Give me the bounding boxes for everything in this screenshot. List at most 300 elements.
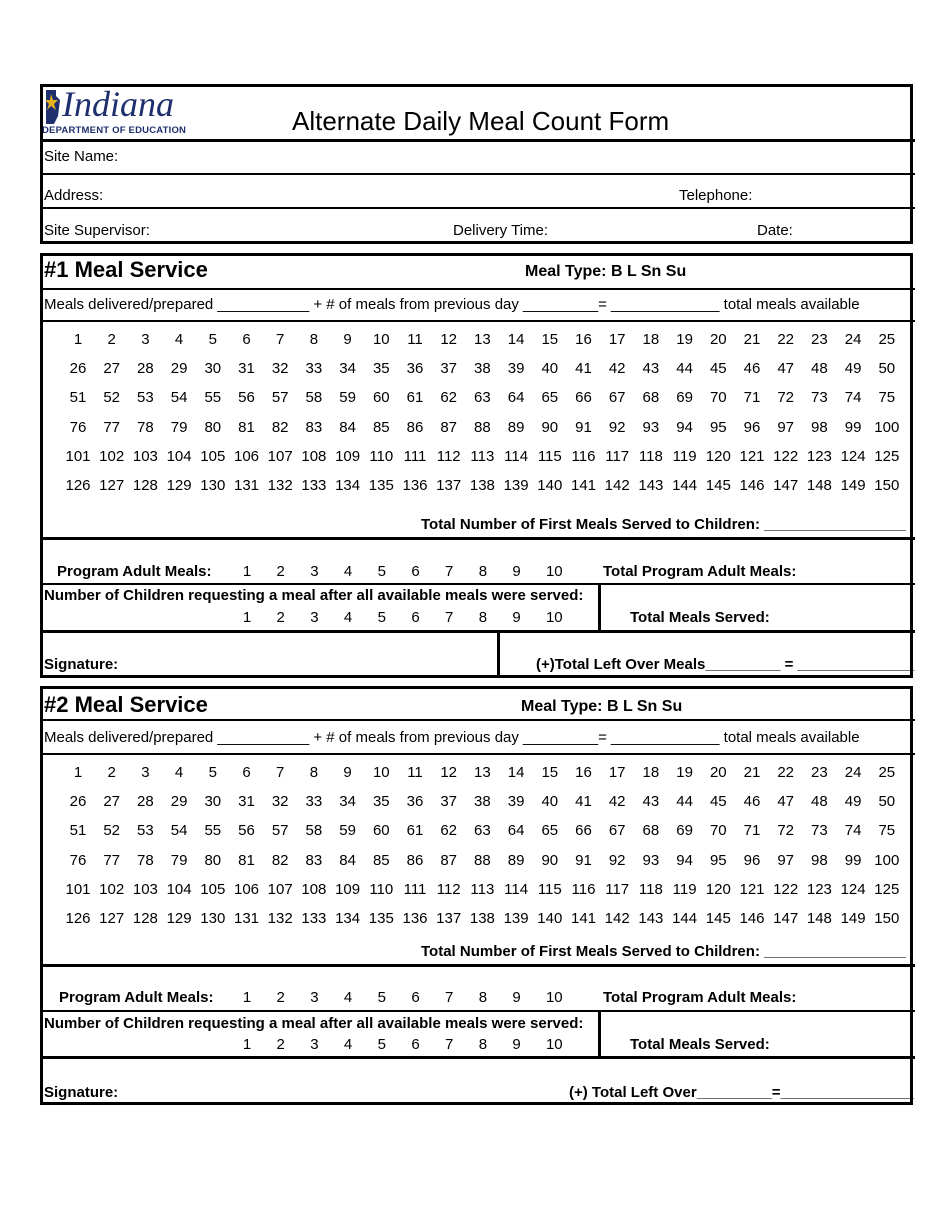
count-number[interactable]: 2 xyxy=(107,331,116,348)
count-number[interactable]: 30 xyxy=(204,360,222,378)
count-number[interactable]: 108 xyxy=(301,880,327,898)
count-number[interactable]: 146 xyxy=(739,477,765,494)
count-number[interactable]: 112 xyxy=(436,880,461,898)
total-program-adult-meals[interactable]: Total Program Adult Meals: xyxy=(603,989,797,1006)
count-number[interactable]: 9 xyxy=(343,764,352,781)
count-number[interactable]: 8 xyxy=(309,331,319,348)
count-number[interactable]: 11 xyxy=(407,764,423,781)
count-number[interactable]: 43 xyxy=(642,793,660,811)
count-number[interactable]: 47 xyxy=(777,360,795,378)
count-number[interactable]: 148 xyxy=(806,477,832,494)
address-field[interactable]: Address: xyxy=(44,187,104,204)
count-number[interactable]: 56 xyxy=(238,389,255,407)
count-number[interactable]: 141 xyxy=(570,477,597,494)
count-number[interactable]: 81 xyxy=(238,851,255,869)
count-number[interactable]: 28 xyxy=(137,793,154,811)
count-number[interactable]: 67 xyxy=(608,389,626,407)
count-number[interactable]: 142 xyxy=(604,910,630,927)
count-number[interactable]: 86 xyxy=(406,418,424,436)
count-number[interactable]: 14 xyxy=(507,764,525,781)
small-count-number[interactable]: 6 xyxy=(411,609,420,626)
count-number[interactable]: 26 xyxy=(69,793,87,811)
count-number[interactable]: 125 xyxy=(874,880,900,898)
count-number[interactable]: 71 xyxy=(743,822,761,840)
count-number[interactable]: 41 xyxy=(575,360,592,378)
count-number[interactable]: 115 xyxy=(537,880,562,898)
count-number[interactable]: 127 xyxy=(99,910,125,927)
count-number[interactable]: 66 xyxy=(575,822,592,840)
count-number[interactable]: 140 xyxy=(537,477,563,494)
count-number[interactable]: 13 xyxy=(474,764,491,781)
count-number[interactable]: 130 xyxy=(200,910,226,927)
count-number[interactable]: 10 xyxy=(372,331,390,348)
count-number[interactable]: 69 xyxy=(676,389,693,407)
small-count-number[interactable]: 9 xyxy=(512,1036,521,1053)
count-number[interactable]: 64 xyxy=(507,389,525,407)
count-number[interactable]: 51 xyxy=(69,822,87,840)
count-number[interactable]: 89 xyxy=(507,418,525,436)
count-number[interactable]: 96 xyxy=(743,418,761,436)
count-number[interactable]: 89 xyxy=(507,851,525,869)
count-number[interactable]: 106 xyxy=(233,880,260,898)
count-number[interactable]: 32 xyxy=(271,793,289,811)
count-number[interactable]: 130 xyxy=(200,477,226,494)
count-number[interactable]: 18 xyxy=(642,331,660,348)
count-number[interactable]: 73 xyxy=(811,389,828,407)
small-count-number[interactable]: 3 xyxy=(310,609,319,626)
count-number[interactable]: 127 xyxy=(99,477,125,494)
small-count-number[interactable]: 9 xyxy=(512,989,521,1006)
count-number[interactable]: 83 xyxy=(305,851,323,869)
count-number[interactable]: 19 xyxy=(676,331,693,348)
count-number[interactable]: 59 xyxy=(339,389,356,407)
count-number[interactable]: 43 xyxy=(642,360,660,378)
count-number[interactable]: 4 xyxy=(174,764,184,781)
count-number[interactable]: 83 xyxy=(305,418,323,436)
count-number[interactable]: 90 xyxy=(541,418,559,436)
telephone-field[interactable]: Telephone: xyxy=(679,187,753,204)
count-number[interactable]: 88 xyxy=(474,418,491,436)
count-number[interactable]: 48 xyxy=(811,793,828,811)
small-count-number[interactable]: 3 xyxy=(310,563,319,580)
signature-field[interactable]: Signature: xyxy=(44,1084,119,1101)
count-number[interactable]: 35 xyxy=(372,360,390,378)
count-number[interactable]: 119 xyxy=(672,880,697,898)
count-number[interactable]: 72 xyxy=(777,389,795,407)
count-number[interactable]: 20 xyxy=(709,764,727,781)
count-number[interactable]: 12 xyxy=(440,764,458,781)
count-number[interactable]: 87 xyxy=(440,851,458,869)
count-number[interactable]: 150 xyxy=(874,477,900,494)
count-number[interactable]: 28 xyxy=(137,360,154,378)
count-number[interactable]: 21 xyxy=(743,764,761,781)
total-program-adult-meals[interactable]: Total Program Adult Meals: xyxy=(603,563,797,580)
count-number[interactable]: 121 xyxy=(739,447,765,465)
count-number[interactable]: 87 xyxy=(440,418,458,436)
count-number[interactable]: 146 xyxy=(739,910,765,927)
count-number[interactable]: 144 xyxy=(672,477,698,494)
count-number[interactable]: 82 xyxy=(271,851,289,869)
total-left-over[interactable]: (+)Total Left Over Meals_________ = ______________ xyxy=(536,656,915,673)
count-number[interactable]: 92 xyxy=(608,851,626,869)
count-number[interactable]: 106 xyxy=(233,447,260,465)
small-count-number[interactable]: 8 xyxy=(478,1036,488,1053)
count-number[interactable]: 96 xyxy=(743,851,761,869)
count-number[interactable]: 29 xyxy=(170,793,188,811)
count-number[interactable]: 94 xyxy=(676,851,693,869)
count-number[interactable]: 136 xyxy=(402,477,428,494)
count-number[interactable]: 107 xyxy=(267,880,293,898)
small-count-number[interactable]: 10 xyxy=(545,1036,563,1053)
count-number[interactable]: 58 xyxy=(305,822,323,840)
total-left-over[interactable]: (+) Total Left Over_________=________________ xyxy=(569,1084,914,1101)
count-number[interactable]: 139 xyxy=(503,910,529,927)
site-name-field[interactable]: Site Name: xyxy=(44,148,119,165)
count-number[interactable]: 149 xyxy=(840,910,866,927)
count-number[interactable]: 30 xyxy=(204,793,222,811)
count-number[interactable]: 77 xyxy=(103,851,121,869)
count-number[interactable]: 116 xyxy=(571,447,596,465)
count-number[interactable]: 137 xyxy=(436,910,462,927)
count-number[interactable]: 129 xyxy=(166,910,192,927)
count-number[interactable]: 90 xyxy=(541,851,559,869)
count-number[interactable]: 14 xyxy=(507,331,525,348)
count-number[interactable]: 99 xyxy=(844,851,862,869)
count-number[interactable]: 74 xyxy=(844,822,862,840)
count-number[interactable]: 117 xyxy=(605,447,630,465)
count-number[interactable]: 8 xyxy=(309,764,319,781)
count-number[interactable]: 16 xyxy=(575,331,592,348)
count-number[interactable]: 62 xyxy=(440,389,458,407)
count-number[interactable]: 135 xyxy=(368,910,394,927)
count-number[interactable]: 50 xyxy=(878,360,896,378)
count-number[interactable]: 20 xyxy=(709,331,727,348)
count-number[interactable]: 6 xyxy=(242,764,251,781)
count-number[interactable]: 23 xyxy=(811,331,828,348)
count-number[interactable]: 75 xyxy=(878,389,896,407)
count-number[interactable]: 149 xyxy=(840,477,866,494)
count-number[interactable]: 124 xyxy=(840,447,866,465)
count-number[interactable]: 115 xyxy=(537,447,562,465)
count-number[interactable]: 104 xyxy=(166,447,192,465)
count-number[interactable]: 138 xyxy=(469,910,495,927)
small-count-number[interactable]: 8 xyxy=(478,563,488,580)
count-number[interactable]: 119 xyxy=(672,447,697,465)
count-number[interactable]: 142 xyxy=(604,477,630,494)
small-count-number[interactable]: 6 xyxy=(411,1036,420,1053)
count-number[interactable]: 128 xyxy=(132,910,158,927)
count-number[interactable]: 68 xyxy=(642,822,660,840)
count-number[interactable]: 145 xyxy=(705,910,731,927)
small-count-number[interactable]: 5 xyxy=(377,1036,386,1053)
count-number[interactable]: 65 xyxy=(541,389,559,407)
count-number[interactable]: 102 xyxy=(99,447,125,465)
count-number[interactable]: 77 xyxy=(103,418,121,436)
count-number[interactable]: 99 xyxy=(844,418,862,436)
meals-available-line[interactable]: Meals delivered/prepared ___________ + # of meals from previous day _________= _____________ total meals available xyxy=(44,729,860,746)
count-number[interactable]: 76 xyxy=(69,418,87,436)
small-count-number[interactable]: 3 xyxy=(310,1036,319,1053)
small-count-number[interactable]: 8 xyxy=(478,989,488,1006)
small-count-number[interactable]: 10 xyxy=(545,609,563,626)
small-count-number[interactable]: 1 xyxy=(242,609,252,626)
count-number[interactable]: 16 xyxy=(575,764,592,781)
count-number[interactable]: 145 xyxy=(705,477,731,494)
count-number[interactable]: 51 xyxy=(69,389,87,407)
count-number[interactable]: 59 xyxy=(339,822,356,840)
count-number[interactable]: 111 xyxy=(403,447,427,465)
count-number[interactable]: 25 xyxy=(878,764,896,781)
count-number[interactable]: 21 xyxy=(743,331,761,348)
count-number[interactable]: 102 xyxy=(99,880,125,898)
small-count-number[interactable]: 8 xyxy=(478,609,488,626)
count-number[interactable]: 74 xyxy=(844,389,862,407)
count-number[interactable]: 75 xyxy=(878,822,896,840)
count-number[interactable]: 148 xyxy=(806,910,832,927)
count-number[interactable]: 25 xyxy=(878,331,896,348)
count-number[interactable]: 26 xyxy=(69,360,87,378)
count-number[interactable]: 88 xyxy=(474,851,491,869)
count-number[interactable]: 108 xyxy=(301,447,327,465)
count-number[interactable]: 139 xyxy=(503,477,529,494)
small-count-number[interactable]: 2 xyxy=(276,609,285,626)
count-number[interactable]: 79 xyxy=(170,418,188,436)
count-number[interactable]: 131 xyxy=(233,910,260,927)
count-number[interactable]: 93 xyxy=(642,851,660,869)
count-number[interactable]: 143 xyxy=(638,477,664,494)
count-number[interactable]: 3 xyxy=(141,764,150,781)
small-count-number[interactable]: 9 xyxy=(512,609,521,626)
count-number[interactable]: 100 xyxy=(874,418,900,436)
count-number[interactable]: 62 xyxy=(440,822,458,840)
count-number[interactable]: 9 xyxy=(343,331,352,348)
count-number[interactable]: 121 xyxy=(739,880,765,898)
count-number[interactable]: 76 xyxy=(69,851,87,869)
count-number[interactable]: 41 xyxy=(575,793,592,811)
count-number[interactable]: 91 xyxy=(575,418,592,436)
count-number[interactable]: 49 xyxy=(844,793,862,811)
small-count-number[interactable]: 5 xyxy=(377,609,386,626)
count-number[interactable]: 110 xyxy=(369,447,394,465)
count-number[interactable]: 2 xyxy=(107,764,116,781)
count-number[interactable]: 60 xyxy=(372,389,390,407)
count-number[interactable]: 5 xyxy=(208,331,217,348)
count-number[interactable]: 118 xyxy=(638,447,663,465)
count-number[interactable]: 3 xyxy=(141,331,150,348)
small-count-number[interactable]: 3 xyxy=(310,989,319,1006)
small-count-number[interactable]: 1 xyxy=(242,1036,252,1053)
count-number[interactable]: 13 xyxy=(474,331,491,348)
count-number[interactable]: 110 xyxy=(369,880,394,898)
count-number[interactable]: 82 xyxy=(271,418,289,436)
count-number[interactable]: 136 xyxy=(402,910,428,927)
count-number[interactable]: 27 xyxy=(103,793,121,811)
small-count-number[interactable]: 5 xyxy=(377,989,386,1006)
count-number[interactable]: 17 xyxy=(608,764,626,781)
count-number[interactable]: 104 xyxy=(166,880,192,898)
count-number[interactable]: 57 xyxy=(271,389,289,407)
small-count-number[interactable]: 6 xyxy=(411,989,420,1006)
count-number[interactable]: 105 xyxy=(200,880,226,898)
count-number[interactable]: 122 xyxy=(773,880,799,898)
count-number[interactable]: 7 xyxy=(276,331,285,348)
count-number[interactable]: 29 xyxy=(170,360,188,378)
count-number[interactable]: 53 xyxy=(137,822,154,840)
count-number[interactable]: 49 xyxy=(844,360,862,378)
date-field[interactable]: Date: xyxy=(757,222,793,239)
count-number[interactable]: 70 xyxy=(709,389,727,407)
count-number[interactable]: 12 xyxy=(440,331,458,348)
count-number[interactable]: 84 xyxy=(339,418,356,436)
count-number[interactable]: 125 xyxy=(874,447,900,465)
count-number[interactable]: 63 xyxy=(474,822,491,840)
count-number[interactable]: 138 xyxy=(469,477,495,494)
count-number[interactable]: 85 xyxy=(372,851,390,869)
count-number[interactable]: 101 xyxy=(65,447,91,465)
count-number[interactable]: 150 xyxy=(874,910,900,927)
count-number[interactable]: 15 xyxy=(541,764,559,781)
count-number[interactable]: 31 xyxy=(238,360,255,378)
count-number[interactable]: 84 xyxy=(339,851,356,869)
count-number[interactable]: 85 xyxy=(372,418,390,436)
count-number[interactable]: 67 xyxy=(608,822,626,840)
count-number[interactable]: 54 xyxy=(170,822,188,840)
count-number[interactable]: 117 xyxy=(605,880,630,898)
small-count-number[interactable]: 1 xyxy=(242,989,252,1006)
count-number[interactable]: 46 xyxy=(743,360,761,378)
count-number[interactable]: 33 xyxy=(305,793,323,811)
count-number[interactable]: 44 xyxy=(676,360,693,378)
count-number[interactable]: 4 xyxy=(174,331,184,348)
count-number[interactable]: 141 xyxy=(570,910,597,927)
small-count-number[interactable]: 2 xyxy=(276,1036,285,1053)
count-number[interactable]: 66 xyxy=(575,389,592,407)
count-number[interactable]: 22 xyxy=(777,764,795,781)
count-number[interactable]: 73 xyxy=(811,822,828,840)
count-number[interactable]: 111 xyxy=(403,880,427,898)
count-number[interactable]: 79 xyxy=(170,851,188,869)
small-count-number[interactable]: 4 xyxy=(343,1036,353,1053)
count-number[interactable]: 94 xyxy=(676,418,693,436)
count-number[interactable]: 48 xyxy=(811,360,828,378)
count-number[interactable]: 81 xyxy=(238,418,255,436)
small-count-number[interactable]: 6 xyxy=(411,563,420,580)
count-number[interactable]: 69 xyxy=(676,822,693,840)
meal-type-selector[interactable]: Meal Type: B L Sn Su xyxy=(521,698,683,715)
count-number[interactable]: 34 xyxy=(339,793,356,811)
total-meals-served[interactable]: Total Meals Served: xyxy=(630,1036,770,1053)
count-number[interactable]: 123 xyxy=(806,880,832,898)
count-number[interactable]: 1 xyxy=(73,331,83,348)
count-number[interactable]: 120 xyxy=(705,447,731,465)
count-number[interactable]: 126 xyxy=(65,910,91,927)
count-number[interactable]: 72 xyxy=(777,822,795,840)
count-number[interactable]: 36 xyxy=(406,793,424,811)
count-number[interactable]: 65 xyxy=(541,822,559,840)
small-count-number[interactable]: 2 xyxy=(276,563,285,580)
count-number[interactable]: 11 xyxy=(407,331,423,348)
count-number[interactable]: 38 xyxy=(474,793,491,811)
count-number[interactable]: 56 xyxy=(238,822,255,840)
count-number[interactable]: 10 xyxy=(372,764,390,781)
count-number[interactable]: 135 xyxy=(368,477,394,494)
count-number[interactable]: 64 xyxy=(507,822,525,840)
count-number[interactable]: 45 xyxy=(709,360,727,378)
count-number[interactable]: 42 xyxy=(608,793,626,811)
small-count-number[interactable]: 7 xyxy=(445,609,454,626)
count-number[interactable]: 122 xyxy=(773,447,799,465)
count-number[interactable]: 126 xyxy=(65,477,91,494)
small-count-number[interactable]: 9 xyxy=(512,563,521,580)
count-number[interactable]: 98 xyxy=(811,851,828,869)
count-number[interactable]: 70 xyxy=(709,822,727,840)
count-number[interactable]: 22 xyxy=(777,331,795,348)
count-number[interactable]: 80 xyxy=(204,418,222,436)
count-number[interactable]: 7 xyxy=(276,764,285,781)
count-number[interactable]: 123 xyxy=(806,447,832,465)
count-number[interactable]: 109 xyxy=(335,880,361,898)
count-number[interactable]: 113 xyxy=(470,880,495,898)
count-number[interactable]: 44 xyxy=(676,793,693,811)
count-number[interactable]: 120 xyxy=(705,880,731,898)
small-count-number[interactable]: 10 xyxy=(545,989,563,1006)
count-number[interactable]: 37 xyxy=(440,360,458,378)
small-count-number[interactable]: 2 xyxy=(276,989,285,1006)
count-number[interactable]: 133 xyxy=(301,910,327,927)
count-number[interactable]: 55 xyxy=(204,822,222,840)
small-count-number[interactable]: 4 xyxy=(343,989,353,1006)
small-count-number[interactable]: 4 xyxy=(343,609,353,626)
count-number[interactable]: 97 xyxy=(777,418,795,436)
count-number[interactable]: 46 xyxy=(743,793,761,811)
count-number[interactable]: 118 xyxy=(638,880,663,898)
small-count-number[interactable]: 4 xyxy=(343,563,353,580)
meal-type-selector[interactable]: Meal Type: B L Sn Su xyxy=(525,263,687,280)
count-number[interactable]: 27 xyxy=(103,360,121,378)
small-count-number[interactable]: 7 xyxy=(445,563,454,580)
count-number[interactable]: 98 xyxy=(811,418,828,436)
count-number[interactable]: 114 xyxy=(504,447,529,465)
count-number[interactable]: 140 xyxy=(537,910,563,927)
meals-available-line[interactable]: Meals delivered/prepared ___________ + # of meals from previous day _________= _____________ total meals available xyxy=(44,296,860,313)
count-number[interactable]: 116 xyxy=(571,880,596,898)
total-first-meals[interactable]: Total Number of First Meals Served to Children: _________________ xyxy=(421,943,906,960)
count-number[interactable]: 68 xyxy=(642,389,660,407)
count-number[interactable]: 143 xyxy=(638,910,664,927)
count-number[interactable]: 113 xyxy=(470,447,495,465)
total-meals-served[interactable]: Total Meals Served: xyxy=(630,609,770,626)
count-number[interactable]: 6 xyxy=(242,331,251,348)
count-number[interactable]: 134 xyxy=(335,910,361,927)
count-number[interactable]: 112 xyxy=(436,447,461,465)
small-count-number[interactable]: 10 xyxy=(545,563,563,580)
count-number[interactable]: 15 xyxy=(541,331,559,348)
count-number[interactable]: 144 xyxy=(672,910,698,927)
count-number[interactable]: 134 xyxy=(335,477,361,494)
count-number[interactable]: 103 xyxy=(132,447,158,465)
count-number[interactable]: 57 xyxy=(271,822,289,840)
count-number[interactable]: 95 xyxy=(709,851,727,869)
delivery-time-field[interactable]: Delivery Time: xyxy=(453,222,549,239)
count-number[interactable]: 54 xyxy=(170,389,188,407)
small-count-number[interactable]: 7 xyxy=(445,989,454,1006)
count-number[interactable]: 58 xyxy=(305,389,323,407)
count-number[interactable]: 97 xyxy=(777,851,795,869)
count-number[interactable]: 5 xyxy=(208,764,217,781)
small-count-number[interactable]: 7 xyxy=(445,1036,454,1053)
small-count-number[interactable]: 5 xyxy=(377,563,386,580)
count-number[interactable]: 40 xyxy=(541,793,559,811)
